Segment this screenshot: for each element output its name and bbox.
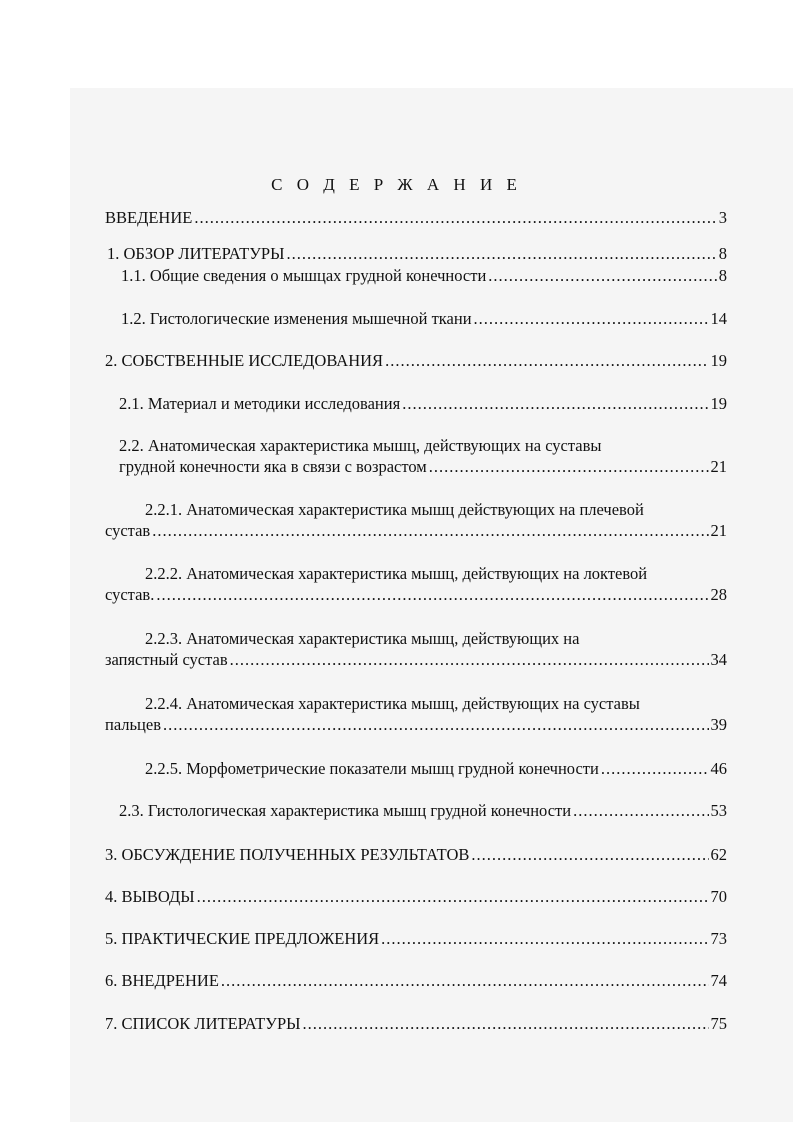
toc-page-number: 46 xyxy=(710,759,727,778)
toc-page-number: 14 xyxy=(710,309,727,328)
toc-entry-text: 3. ОБСУЖДЕНИЕ ПОЛУЧЕННЫХ РЕЗУЛЬТАТОВ xyxy=(105,845,470,864)
toc-entry-1-2[interactable] xyxy=(121,308,727,329)
leader-dots xyxy=(194,207,716,228)
toc-entry-text: сустав. xyxy=(105,585,155,604)
toc-page-number: 19 xyxy=(710,351,727,370)
toc-entry-first-line: 2.2.4. Анатомическая характеристика мышц, действующих на суставы xyxy=(145,694,640,713)
leader-dots xyxy=(163,714,708,735)
toc-entry-text: 4. ВЫВОДЫ xyxy=(105,887,195,906)
toc-page-number: 39 xyxy=(710,715,727,734)
toc-entry-text: 1. ОБЗОР ЛИТЕРАТУРЫ xyxy=(107,244,285,263)
toc-entry-text: 5. ПРАКТИЧЕСКИЕ ПРЕДЛОЖЕНИЯ xyxy=(105,929,380,948)
toc-entry-practical-proposals[interactable] xyxy=(105,928,727,949)
toc-entry-2-2-1[interactable] xyxy=(105,499,727,541)
leader-dots xyxy=(471,844,708,865)
toc-entry-2-2-2[interactable] xyxy=(105,563,727,605)
toc-page-number: 53 xyxy=(710,801,727,820)
leader-dots xyxy=(385,350,708,371)
toc-entry-text: 2.2.5. Морфометрические показатели мышц грудной конечности xyxy=(145,759,599,778)
toc-page-number: 70 xyxy=(710,887,727,906)
toc-page-number: 21 xyxy=(710,457,727,476)
toc-entry-text: 2.3. Гистологическая характеристика мышц грудной конечности xyxy=(119,801,572,820)
toc-entry-text: ВВЕДЕНИЕ xyxy=(105,208,193,227)
toc-page-number: 62 xyxy=(710,845,727,864)
toc-page-number: 34 xyxy=(710,650,727,669)
leader-dots xyxy=(429,456,709,477)
toc-entry-own-research[interactable] xyxy=(105,350,727,371)
toc-entry-2-3[interactable] xyxy=(119,800,727,821)
toc-page-number: 75 xyxy=(710,1014,727,1033)
page-title: С О Д Е Р Ж А Н И Е xyxy=(271,175,522,194)
toc-page-number: 8 xyxy=(718,266,727,285)
toc-entry-2-2-5[interactable] xyxy=(145,758,727,779)
toc-entry-conclusions[interactable] xyxy=(105,886,727,907)
toc-entry-text: 2. СОБСТВЕННЫЕ ИССЛЕДОВАНИЯ xyxy=(105,351,384,370)
toc-entry-introduction[interactable] xyxy=(105,207,727,228)
toc-entry-first-line: 2.2.2. Анатомическая характеристика мышц, действующих на локтевой xyxy=(145,564,648,583)
toc-entry-text: запястный сустав xyxy=(105,650,228,669)
toc-entry-text: пальцев xyxy=(105,715,162,734)
toc-page-number: 74 xyxy=(710,971,727,990)
toc-entry-2-2-4[interactable] xyxy=(105,693,727,735)
leader-dots xyxy=(488,265,716,286)
toc-page-number: 73 xyxy=(710,929,727,948)
toc-page-number: 3 xyxy=(718,208,727,227)
toc-entry-text: 1.1. Общие сведения о мышцах грудной конечности xyxy=(121,266,487,285)
leader-dots xyxy=(303,1013,709,1034)
toc-entry-text: 7. СПИСОК ЛИТЕРАТУРЫ xyxy=(105,1014,301,1033)
leader-dots xyxy=(381,928,708,949)
toc-entry-text: 6. ВНЕДРЕНИЕ xyxy=(105,971,219,990)
toc-entry-2-2[interactable] xyxy=(119,435,727,477)
toc-entry-2-2-3[interactable] xyxy=(105,628,727,670)
toc-entry-first-line: 2.2.3. Анатомическая характеристика мышц, действующих на xyxy=(145,629,580,648)
leader-dots xyxy=(221,970,709,991)
leader-dots xyxy=(197,886,709,907)
toc-entry-implementation[interactable] xyxy=(105,970,727,991)
toc-page-number: 19 xyxy=(710,394,727,413)
toc-entry-first-line: 2.2. Анатомическая характеристика мышц, действующих на суставы xyxy=(119,436,602,455)
toc-entry-first-line: 2.2.1. Анатомическая характеристика мышц действующих на плечевой xyxy=(145,500,644,519)
toc-page-number: 28 xyxy=(710,585,727,604)
toc-entry-text: 1.2. Гистологические изменения мышечной ткани xyxy=(121,309,472,328)
toc-entry-2-1[interactable] xyxy=(119,393,727,414)
leader-dots xyxy=(474,308,709,329)
leader-dots xyxy=(601,758,709,779)
toc-entry-discussion[interactable] xyxy=(105,844,727,865)
toc-entry-literature-review[interactable] xyxy=(107,243,727,264)
toc-entry-text: сустав xyxy=(105,521,151,540)
toc-entry-text: 2.1. Материал и методики исследования xyxy=(119,394,401,413)
leader-dots xyxy=(573,800,708,821)
leader-dots xyxy=(152,520,708,541)
leader-dots xyxy=(156,584,708,605)
leader-dots xyxy=(402,393,708,414)
toc-entry-1-1[interactable] xyxy=(121,265,727,286)
toc-page-number: 8 xyxy=(718,244,727,263)
leader-dots xyxy=(230,649,709,670)
toc-entry-text: грудной конечности яка в связи с возрастом xyxy=(119,457,427,476)
toc-page-number: 21 xyxy=(710,521,727,540)
toc-entry-references[interactable] xyxy=(105,1013,727,1034)
leader-dots xyxy=(287,243,717,264)
